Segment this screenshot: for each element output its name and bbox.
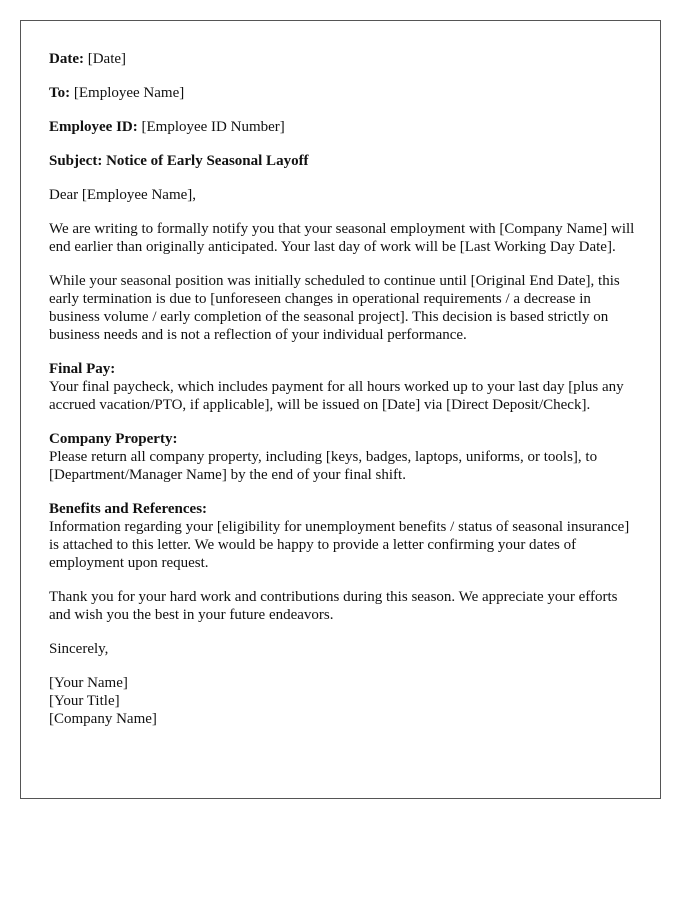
- subject: Subject: Notice of Early Seasonal Layoff: [49, 153, 309, 169]
- date-label: Date:: [49, 51, 84, 67]
- to-line: [49, 84, 639, 102]
- to-label: To:: [49, 85, 71, 101]
- closing-paragraph: Thank you for your hard work and contributions during this season. We appreciate your efforts and wish you the best in your future endeavors.: [49, 589, 618, 623]
- signature-name: [Your Name]: [49, 675, 128, 691]
- employee-id-label: Employee ID:: [49, 119, 138, 135]
- date-line: [49, 50, 639, 68]
- section-final-pay: [49, 360, 639, 414]
- section-heading: Company Property:: [49, 431, 178, 447]
- date-value: [Date]: [87, 51, 127, 67]
- section-text: Information regarding your [eligibility for unemployment benefits / status of seasonal insurance] is attached to this letter. We would be happy to provide a letter confirming your dates of employment upon request.: [49, 519, 630, 571]
- paragraph-reason: While your seasonal position was initially scheduled to continue until [Original End Date], this early termination is due to [unforeseen changes in operational requirements / a decrease in business volume / early completion of the seasonal project]. This decision is based strictly on business needs and is not a reflection of your individual performance.: [49, 273, 620, 343]
- employee-id-line: [49, 118, 639, 136]
- section-heading: Final Pay:: [49, 361, 116, 377]
- subject-line: [49, 152, 639, 170]
- section-heading: Benefits and References:: [49, 501, 208, 517]
- signature-block: [49, 674, 639, 728]
- paragraph-notice: We are writing to formally notify you that your seasonal employment with [Company Name] will end earlier than originally anticipated. Your last day of work will be [Last Working Day Date].: [49, 221, 635, 255]
- section-company-property: [49, 430, 639, 484]
- signature-company: [Company Name]: [49, 711, 157, 727]
- section-text: Please return all company property, including [keys, badges, laptops, uniforms, or tools], to [Department/Manager Name] by the end of your final shift.: [49, 449, 598, 483]
- employee-id-value: [Employee ID Number]: [141, 119, 285, 135]
- signoff: Sincerely,: [49, 641, 109, 657]
- greeting: Dear [Employee Name],: [49, 187, 197, 203]
- section-text: Your final paycheck, which includes payment for all hours worked up to your last day [plus any accrued vacation/PTO, if applicable], will be issued on [Date] via [Direct Deposit/Check].: [49, 379, 624, 413]
- section-benefits: [49, 500, 639, 572]
- to-value: [Employee Name]: [73, 85, 185, 101]
- signature-title: [Your Title]: [49, 693, 120, 709]
- letter: [20, 20, 661, 799]
